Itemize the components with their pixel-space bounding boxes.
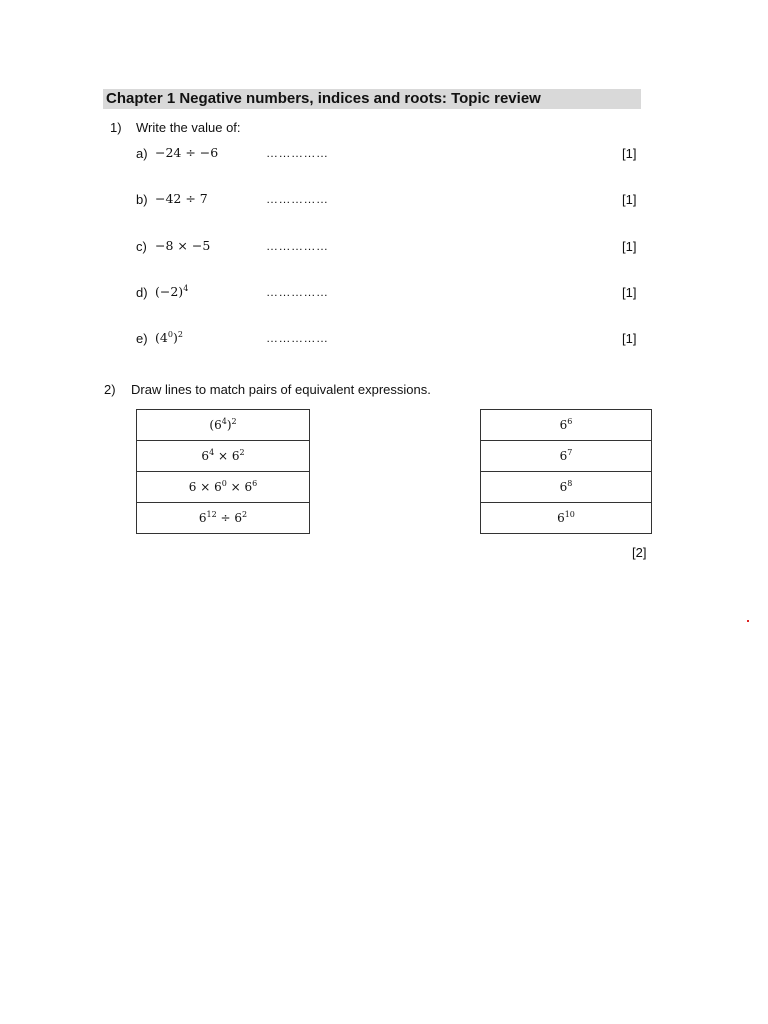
answer-line[interactable]: …………… [266, 146, 329, 160]
part-expression: $(4^0)^2$ [155, 330, 183, 345]
left-expression-cell[interactable]: $6^4 \times 6^2$ [137, 441, 310, 472]
left-expression-row [137, 472, 310, 503]
right-expression-row [481, 441, 652, 472]
right-expression-cell[interactable]: $6^{10}$ [481, 503, 652, 534]
part-expression: −42 ÷ 7 [155, 191, 208, 206]
question-2-mark: [2] [632, 545, 647, 560]
right-expression-row [481, 503, 652, 534]
right-expressions-table [480, 409, 652, 534]
question-1-prompt: Write the value of: [136, 120, 241, 135]
part-mark: [1] [622, 285, 637, 300]
part-expression: $(-2)^4$ [155, 284, 189, 299]
answer-line[interactable]: …………… [266, 239, 329, 253]
part-mark: [1] [622, 331, 637, 346]
question-2-number: 2) [104, 382, 116, 397]
part-mark: [1] [622, 239, 637, 254]
part-expression: −24 ÷ −6 [155, 145, 219, 160]
question-2-prompt: Draw lines to match pairs of equivalent expressions. [131, 382, 431, 397]
right-expression-cell[interactable]: $6^8$ [481, 472, 652, 503]
question-1-number: 1) [110, 120, 122, 135]
right-expression-cell[interactable]: $6^6$ [481, 410, 652, 441]
left-expressions-table [136, 409, 310, 534]
part-mark: [1] [622, 192, 637, 207]
part-mark: [1] [622, 146, 637, 161]
left-expression-row [137, 503, 310, 534]
answer-line[interactable]: …………… [266, 192, 329, 206]
part-letter: b) [136, 192, 148, 207]
part-letter: c) [136, 239, 147, 254]
left-expression-cell[interactable]: $6 \times 6^0 \times 6^6$ [137, 472, 310, 503]
left-expression-row [137, 410, 310, 441]
chapter-title: Chapter 1 Negative numbers, indices and roots: Topic review [106, 90, 541, 107]
stray-mark [747, 620, 749, 622]
answer-line[interactable]: …………… [266, 331, 329, 345]
left-expression-cell[interactable]: $(6^4)^2$ [137, 410, 310, 441]
chapter-title-bar [103, 89, 641, 109]
left-expression-cell[interactable]: $6^{12} \div 6^2$ [137, 503, 310, 534]
part-letter: d) [136, 285, 148, 300]
right-expression-row [481, 472, 652, 503]
part-expression: −8 × −5 [155, 238, 211, 253]
part-letter: e) [136, 331, 148, 346]
part-letter: a) [136, 146, 148, 161]
answer-line[interactable]: …………… [266, 285, 329, 299]
right-expression-cell[interactable]: $6^7$ [481, 441, 652, 472]
right-expression-row [481, 410, 652, 441]
left-expression-row [137, 441, 310, 472]
